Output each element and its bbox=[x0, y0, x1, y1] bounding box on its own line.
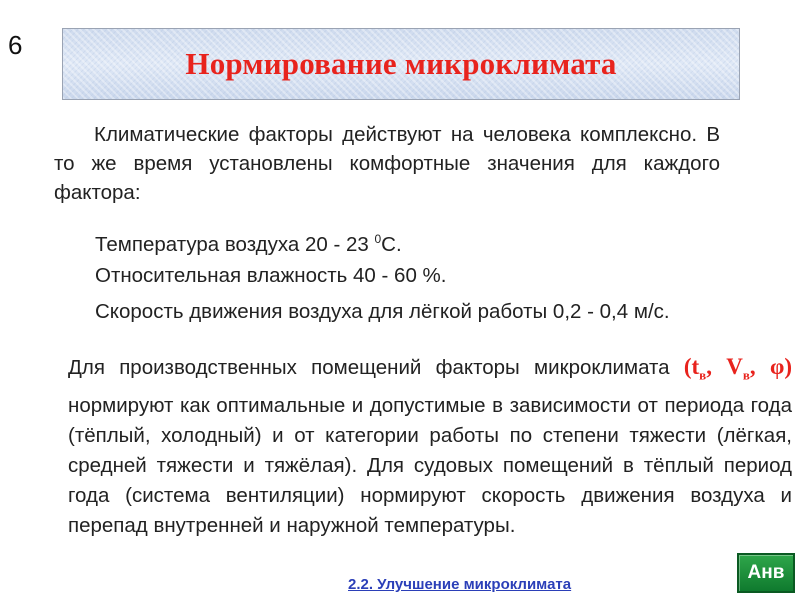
temperature-text: Температура воздуха 20 - 23 bbox=[95, 232, 375, 256]
list-item-temperature bbox=[95, 226, 670, 263]
slide-number: 6 bbox=[8, 30, 23, 60]
page-title: Нормирование микроклимата bbox=[185, 46, 617, 81]
factor-phi: , φ) bbox=[749, 354, 792, 379]
list-item-humidity bbox=[95, 263, 670, 300]
factor-t-subscript: в bbox=[699, 367, 707, 383]
comfort-values-list bbox=[95, 226, 670, 336]
factor-v-subscript: в bbox=[742, 367, 750, 383]
section-link-improvement[interactable]: 2.2. Улучшение микроклимата bbox=[348, 576, 572, 593]
title-banner bbox=[62, 28, 740, 100]
microclimate-factors bbox=[683, 354, 792, 383]
nav-button-anv[interactable]: Анв bbox=[737, 553, 795, 593]
temperature-unit: С. bbox=[381, 232, 402, 256]
normative-lead: Для производственных помещений факторы микроклимата bbox=[68, 356, 684, 379]
normative-rest: нормируют как оптимальные и допустимые в зависимости от периода года (тёплый, холодный) и от категории работы по степени тяжести (лёгкая, средней тяжести и тяжёлая). Для судовых помещений в тёплый период года (система вентиляции) нормируют скорость движения воздуха и перепад внутренней и наружной температуры. bbox=[68, 393, 792, 537]
list-item-air-speed bbox=[95, 299, 670, 336]
degree-superscript: 0 bbox=[374, 232, 382, 246]
normative-paragraph bbox=[68, 352, 792, 541]
factor-t: (t bbox=[683, 354, 700, 379]
air-speed-text: Скорость движения воздуха для лёгкой работы 0,2 - 0,4 м/с. bbox=[95, 300, 670, 323]
factor-v: , V bbox=[706, 354, 743, 379]
humidity-text: Относительная влажность 40 - 60 %. bbox=[95, 263, 447, 287]
intro-paragraph: Климатические факторы действуют на человека комплексно. В то же время установлены комфортные значения для каждого фактора: bbox=[54, 123, 720, 204]
